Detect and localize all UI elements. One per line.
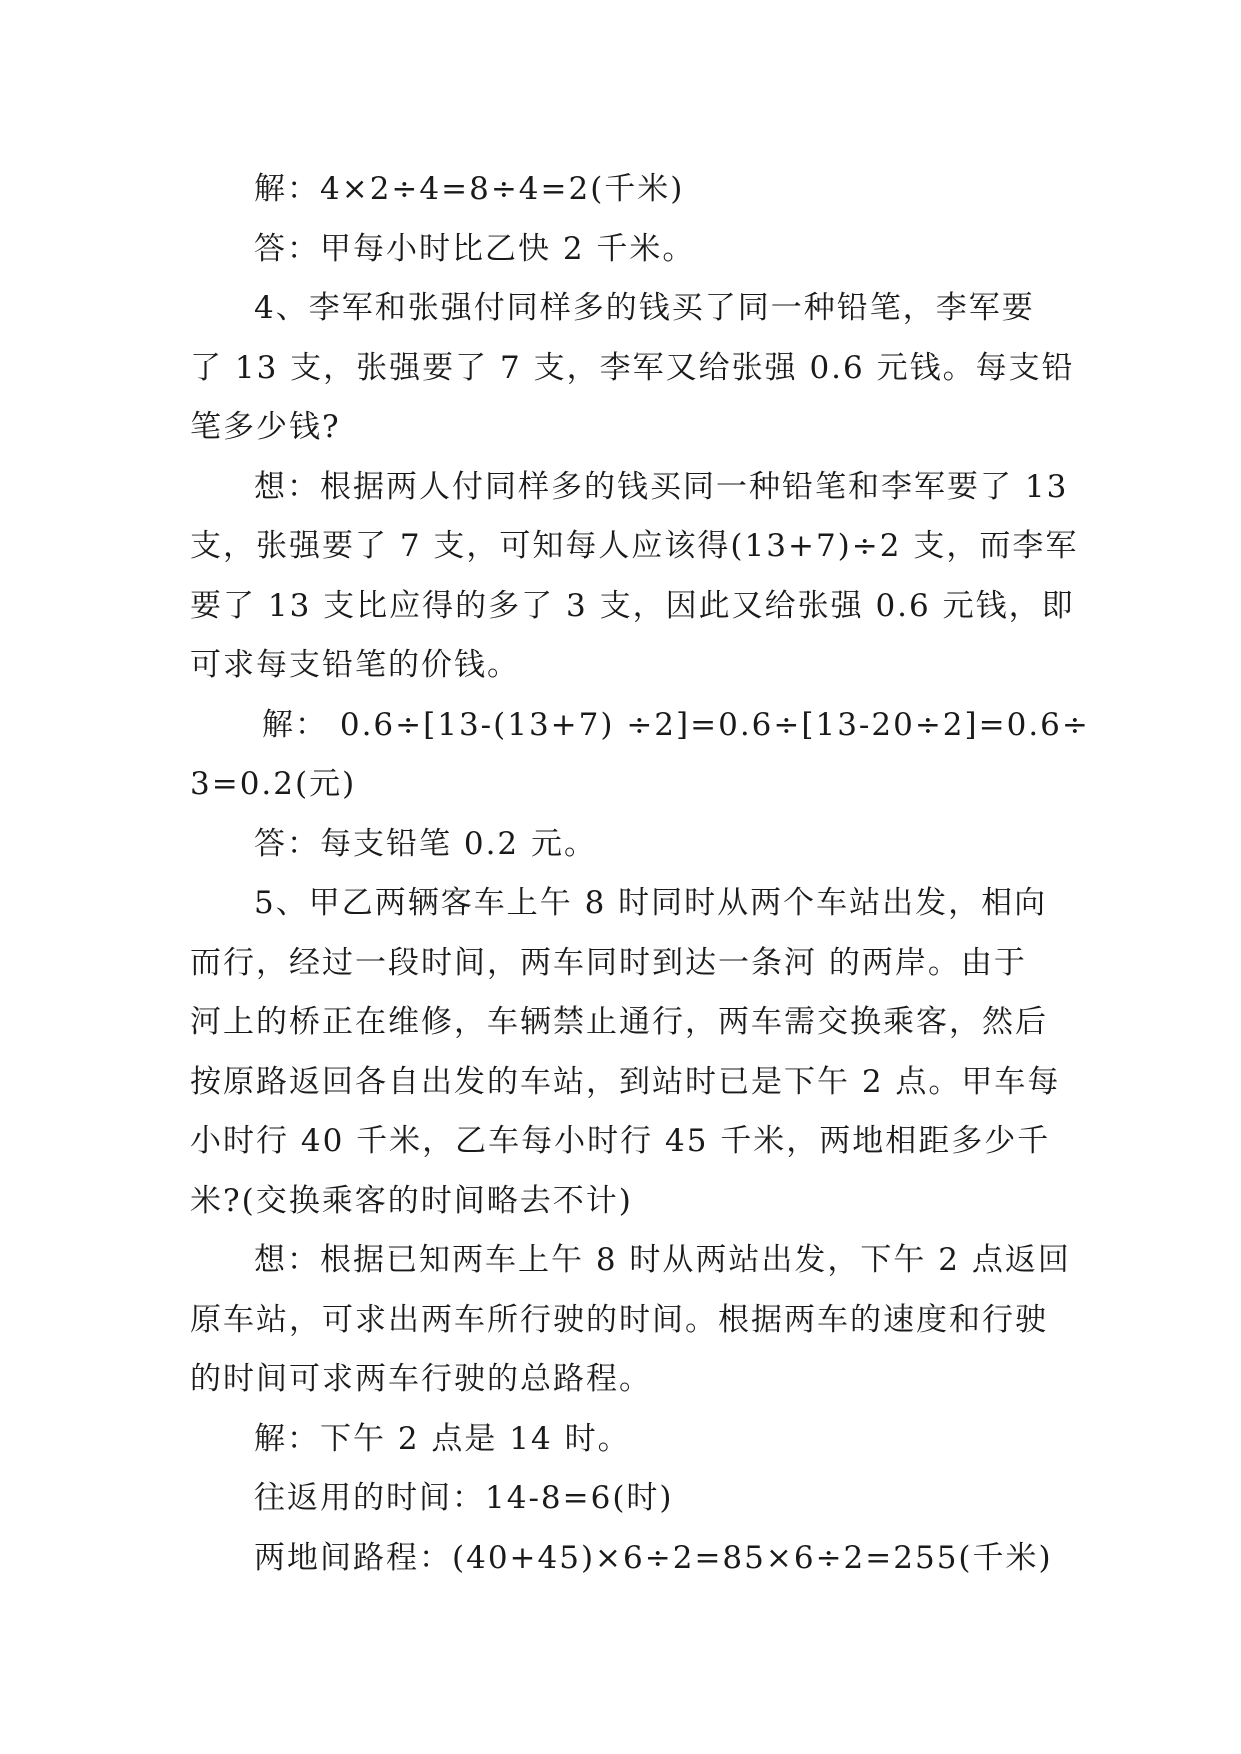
text-line: 两地间路程：(40+45)×6÷2=85×6÷2=255(千米) bbox=[254, 1539, 1053, 1576]
text-line: 解： 0.6÷[13-(13+7) ÷2]=0.6÷[13-20÷2]=0.6÷ bbox=[262, 706, 1090, 743]
solution-paragraph bbox=[190, 1410, 1052, 1470]
text-line: 而行，经过一段时间，两车同时到达一条河 的两岸。由于 bbox=[190, 944, 1027, 981]
text-line: 往返用的时间：14-8=6(时) bbox=[254, 1480, 674, 1516]
text-line: 的时间可求两车行驶的总路程。 bbox=[190, 1361, 652, 1397]
text-line: 可求每支铅笔的价钱。 bbox=[190, 647, 520, 683]
text-line: 了 13 支，张强要了 7 支，李军又给张强 0.6 元钱。每支铅 bbox=[190, 349, 1075, 386]
text-line: 答：甲每小时比乙快 2 千米。 bbox=[254, 230, 696, 267]
text-line: 小时行 40 千米，乙车每小时行 45 千米，两地相距多少千 bbox=[190, 1123, 1051, 1159]
problem-4-paragraph bbox=[190, 279, 1075, 458]
text-line: 5、甲乙两辆客车上午 8 时同时从两个车站出发，相向 bbox=[254, 885, 1048, 921]
text-line: 想：根据已知两车上午 8 时从两站出发，下午 2 点返回 bbox=[254, 1242, 1071, 1278]
text-line: 要了 13 支比应得的多了 3 支，因此又给张强 0.6 元钱，即 bbox=[190, 587, 1075, 624]
text-line: 笔多少钱? bbox=[190, 409, 341, 445]
text-line: 解：下午 2 点是 14 时。 bbox=[254, 1420, 631, 1457]
problem-5-paragraph bbox=[190, 874, 1061, 1231]
text-line: 想：根据两人付同样多的钱买同一种铅笔和李军要了 13 bbox=[254, 468, 1069, 505]
text-line: 按原路返回各自出发的车站，到站时已是下午 2 点。甲车每 bbox=[190, 1063, 1061, 1100]
thinking-paragraph bbox=[190, 1231, 1071, 1410]
text-line: 答：每支铅笔 0.2 元。 bbox=[254, 825, 598, 862]
text-line: 原车站，可求出两车所行驶的时间。根据两车的速度和行驶 bbox=[190, 1301, 1048, 1338]
solution-paragraph bbox=[190, 160, 1052, 220]
text-line: 河上的桥正在维修，车辆禁止通行，两车需交换乘客，然后 bbox=[190, 1004, 1048, 1040]
calculation-paragraph bbox=[190, 1529, 1052, 1589]
text-line: 解：4×2÷4=8÷4=2(千米) bbox=[254, 171, 685, 207]
calculation-paragraph bbox=[190, 1469, 1052, 1529]
thinking-paragraph bbox=[190, 458, 1079, 696]
document-body bbox=[190, 160, 1090, 1588]
answer-paragraph bbox=[190, 220, 1052, 280]
answer-paragraph bbox=[190, 815, 1052, 875]
text-line: 3=0.2(元) bbox=[190, 766, 357, 802]
solution-paragraph bbox=[190, 696, 1090, 815]
text-line: 4、李军和张强付同样多的钱买了同一种铅笔，李军要 bbox=[254, 290, 1035, 326]
text-line: 米?(交换乘客的时间略去不计) bbox=[190, 1182, 633, 1219]
text-line: 支，张强要了 7 支，可知每人应该得(13+7)÷2 支，而李军 bbox=[190, 528, 1079, 564]
